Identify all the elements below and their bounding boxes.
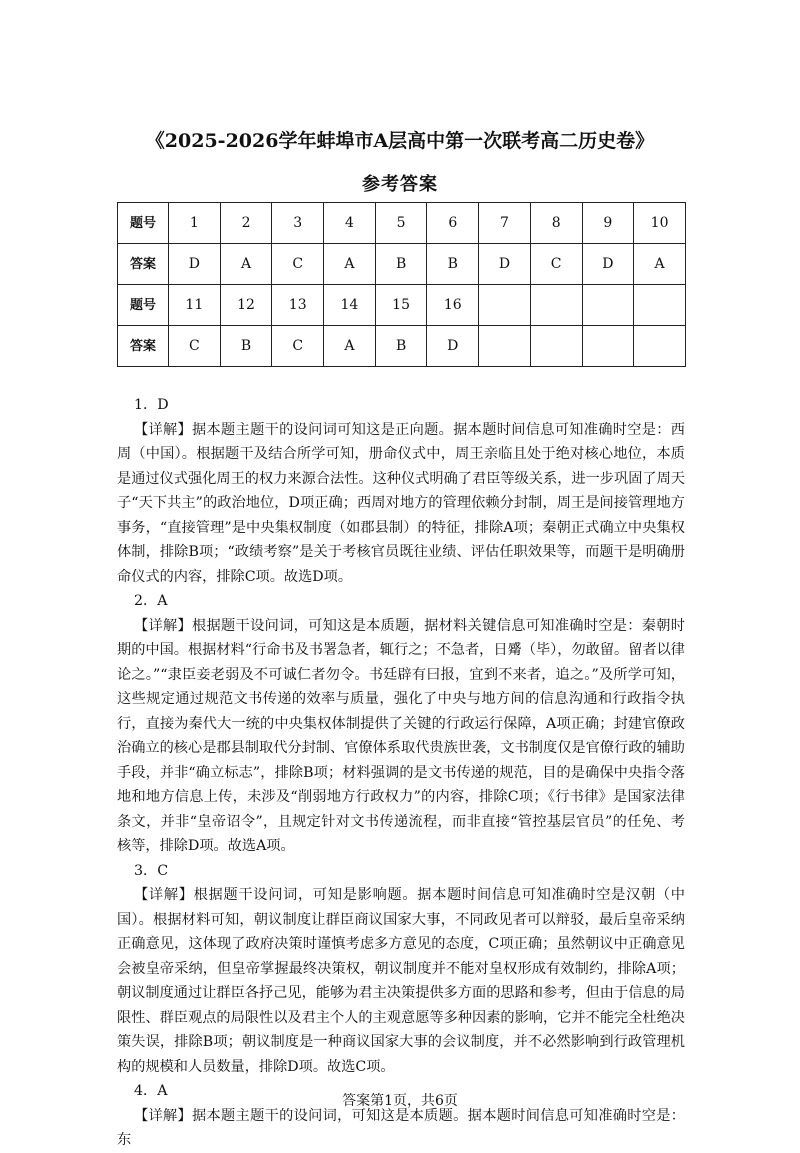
answer-cell: B [427, 244, 479, 285]
question-number-cell [634, 285, 686, 326]
question-number-cell: 3 [272, 203, 324, 244]
answer-table [117, 202, 686, 367]
answer-header: 答案 [118, 244, 169, 285]
question-label: 1．D [134, 397, 169, 413]
explanation-paragraph: 【详解】根据题干设问词，可知是影响题。据本题时间信息可知准确时空是汉朝（中国）。根据材料可知，朝议制度让群臣商议国家大事，不同政见者可以辩驳，最后皇帝采纳正确意见，这体现了政府决策时谨慎考虑多方意见的态度，C项正确；虽然朝议中正确意见会被皇帝采纳，但皇帝掌握最终决策权，朝议制度并不能对皇权形成有效制约，排除A项；朝议制度通过让群臣各抒己见，能够为君主决策提供多方面的思路和参考，但由于信息的局限性、群臣观点的局限性以及君主个人的主观意愿等多种因素的影响，它并不能完全杜绝决策失误，排除B项；朝议制度是一种商议国家大事的会议制度，并不必然影响到行政管理机构的规模和人员数量，排除D项。故选C项。 [117, 887, 685, 1075]
answer-key-heading: 参考答案 [362, 174, 438, 195]
answer-cell: D [427, 326, 479, 367]
question-number-cell: 13 [272, 285, 324, 326]
question-label: 4．A [134, 1083, 168, 1099]
answer-cell: A [220, 244, 272, 285]
question-number-cell: 10 [634, 203, 686, 244]
answer-cell: B [375, 244, 427, 285]
answer-cell [530, 326, 582, 367]
explanation-paragraph: 【详解】据本题主题干的设问词，可知这是本质题。据本题时间信息可知准确时空是：东 [117, 1107, 685, 1148]
question-number-row [118, 203, 686, 244]
answer-cell [582, 326, 634, 367]
question-label: 3．C [134, 862, 169, 879]
answer-cell: B [220, 326, 272, 367]
question-number-cell: 12 [220, 285, 272, 326]
answer-row [118, 326, 686, 367]
answer-cell [479, 326, 531, 367]
question-number-cell: 6 [427, 203, 479, 244]
answer-cell: C [272, 326, 324, 367]
question-number-cell [479, 285, 531, 326]
question-number-cell: 14 [324, 285, 376, 326]
answer-cell: C [530, 244, 582, 285]
answer-cell [634, 326, 686, 367]
question-number-cell: 7 [479, 203, 531, 244]
question-number-cell: 1 [169, 203, 221, 244]
answer-cell: A [634, 244, 686, 285]
question-number-cell [530, 285, 582, 326]
explanations [117, 393, 685, 1153]
question-number-header: 题号 [118, 203, 169, 244]
answer-cell: D [169, 244, 221, 285]
question-number-row [118, 285, 686, 326]
answer-cell: A [324, 326, 376, 367]
question-number-cell: 2 [220, 203, 272, 244]
answer-cell: A [324, 244, 376, 285]
question-number-cell: 5 [375, 203, 427, 244]
question-number-cell: 11 [169, 285, 221, 326]
question-number-cell: 9 [582, 203, 634, 244]
answer-row [118, 244, 686, 285]
answer-header: 答案 [118, 326, 169, 367]
answer-cell: B [375, 326, 427, 367]
page-footer: 答案第1页，共6页 [342, 1093, 458, 1109]
question-number-cell [582, 285, 634, 326]
question-number-cell: 8 [530, 203, 582, 244]
answer-cell: C [169, 326, 221, 367]
question-number-cell: 4 [324, 203, 376, 244]
answer-cell: D [479, 244, 531, 285]
explanation-paragraph: 【详解】据本题主题干的设问词可知这是正向题。据本题时间信息可知准确时空是：西周（中国）。根据题干及结合所学可知，册命仪式中，周王亲临且处于绝对核心地位，本质是通过仪式强化周王的权力来源合法性。这种仪式明确了君臣等级关系，进一步巩固了周天子“天下共主”的政治地位，D项正确；西周对地方的管理依赖分封制，周王是间接管理地方事务，“直接管理”是中央集权制度（如郡县制）的特征，排除A项；秦朝正式确立中央集权体制，排除B项；“政绩考察”是关于考核官员既往业绩、评估任职效果等，而题干是明确册命仪式的内容，排除C项。故选D项。 [117, 421, 685, 585]
answer-cell: C [272, 244, 324, 285]
answer-cell: D [582, 244, 634, 285]
question-number-cell: 16 [427, 285, 479, 326]
question-number-cell: 15 [375, 285, 427, 326]
explanation-paragraph: 【详解】根据题干设问词，可知这是本质题，据材料关键信息可知准确时空是：秦朝时期的中国。根据材料“行命书及书署急者，辄行之；不急者，日觱（毕），勿敢留。留者以律论之。”“隶臣妾老弱及不可诚仁者勿令。书廷辟有曰报，宜到不来者，追之。”及所学可知，这些规定通过规范文书传递的效率与质量，强化了中央与地方间的信息沟通和行政指令执行，直接为秦代大一统的中央集权体制提供了关键的行政运行保障，A项正确；封建官僚政治确立的核心是郡县制取代分封制、官僚体系取代贵族世袭，文书制度仅是官僚行政的辅助手段，并非“确立标志”，排除B项；材料强调的是文书传递的规范，目的是确保中央指令落地和地方信息上传，未涉及“削弱地方行政权力”的内容，排除C项；《行书律》是国家法律条文，并非“皇帝诏令”，且规定针对文书传递流程，而非直接“管控基层官员”的任免、考核等，排除D项。故选A项。 [117, 617, 685, 854]
question-label: 2．A [134, 593, 168, 609]
question-number-header: 题号 [118, 285, 169, 326]
document-title: 《2025-2026学年蚌埠市A层高中第一次联考高二历史卷》 [145, 130, 655, 152]
